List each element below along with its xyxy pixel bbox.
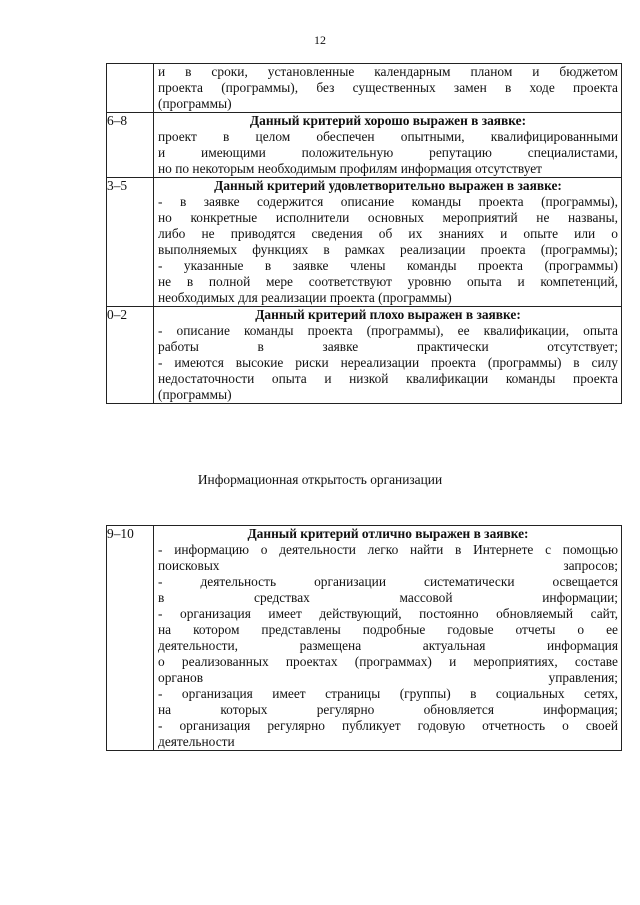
criteria-text-line: недостаточности опыта и низкой квалификации команды проекта — [158, 371, 618, 386]
criteria-heading: Данный критерий хорошо выражен в заявке: — [249, 113, 527, 128]
criteria-text-line: и имеющими положительную репутацию специалистами, — [158, 145, 618, 160]
criteria-row — [107, 178, 622, 307]
criteria-text-line: в средствах массовой информации; — [158, 590, 618, 605]
criteria-row — [107, 64, 622, 113]
criteria-text-line: - организация имеет действующий, постоянно обновляемый сайт, — [158, 606, 618, 621]
criteria-text-line: на котором представлены подробные годовые отчеты о ее — [158, 622, 618, 637]
criteria-text-line: - организация регулярно публикует годовую отчетность о своей — [158, 718, 618, 733]
criteria-text-line: деятельности — [158, 734, 235, 749]
criteria-text-line: на которых регулярно обновляется информация; — [158, 702, 618, 717]
criteria-text-line: - указанные в заявке члены команды проекта (программы) — [158, 258, 618, 273]
criteria-table-team — [106, 63, 622, 404]
criteria-text-line: - организация имеет страницы (группы) в социальных сетях, — [158, 686, 618, 701]
criteria-text-line: деятельности, размещена актуальная информация — [158, 638, 618, 653]
score-range: 0–2 — [107, 307, 154, 404]
criteria-description — [154, 178, 622, 307]
criteria-heading: Данный критерий удовлетворительно выражен в заявке: — [214, 178, 562, 193]
criteria-table-openness — [106, 525, 622, 751]
criteria-text-line: - информацию о деятельности легко найти в Интернете с помощью — [158, 542, 618, 557]
criteria-text-line: но по некоторым необходимым профилям информация отсутствует — [158, 161, 543, 176]
criteria-description — [154, 64, 622, 113]
criteria-row — [107, 307, 622, 404]
criteria-heading: Данный критерий плохо выражен в заявке: — [255, 307, 521, 322]
criteria-text-line: - имеются высокие риски нереализации проекта (программы) в силу — [158, 355, 618, 370]
criteria-text-line: выполняемых функциях в рамках реализации проекта (программы); — [158, 242, 618, 257]
score-range: 6–8 — [107, 113, 154, 178]
section-title: Информационная открытость организации — [197, 472, 443, 487]
criteria-heading: Данный критерий отлично выражен в заявке: — [247, 526, 529, 541]
criteria-text-line: не в полной мере соответствуют уровню опыта и компетенций, — [158, 274, 618, 289]
criteria-row — [107, 526, 622, 751]
criteria-text-line: необходимых для реализации проекта (программы) — [158, 290, 452, 305]
criteria-text-line: о реализованных проектах (программах) и мероприятиях, составе — [158, 654, 618, 669]
criteria-text-line: - деятельность организации систематически освещается — [158, 574, 618, 589]
criteria-text-line: но конкретные исполнители основных мероприятий не названы, — [158, 210, 618, 225]
criteria-text-line: либо не приводятся сведения об их знаниях и опыте или о — [158, 226, 618, 241]
criteria-text-line: - описание команды проекта (программы), ее квалификации, опыта — [158, 323, 618, 338]
criteria-description — [154, 307, 622, 404]
criteria-text-line: работы в заявке практически отсутствует; — [158, 339, 618, 354]
score-range: 3–5 — [107, 178, 154, 307]
criteria-text-line: проект в целом обеспечен опытными, квалифицированными — [158, 129, 618, 144]
score-range — [107, 64, 154, 113]
criteria-text-line: (программы) — [158, 387, 232, 402]
criteria-text-line: проекта (программы), без существенных замен в ходе проекта — [158, 80, 618, 95]
criteria-text-line: и в сроки, установленные календарным планом и бюджетом — [158, 64, 618, 79]
criteria-text-line: органов управления; — [158, 670, 618, 685]
criteria-text-line: (программы) — [158, 96, 232, 111]
criteria-description — [154, 113, 622, 178]
criteria-text-line: поисковых запросов; — [158, 558, 618, 573]
criteria-description — [154, 526, 622, 751]
criteria-text-line: - в заявке содержится описание команды проекта (программы), — [158, 194, 618, 209]
criteria-row — [107, 113, 622, 178]
page-number: 12 — [314, 33, 326, 47]
score-range: 9–10 — [107, 526, 154, 751]
